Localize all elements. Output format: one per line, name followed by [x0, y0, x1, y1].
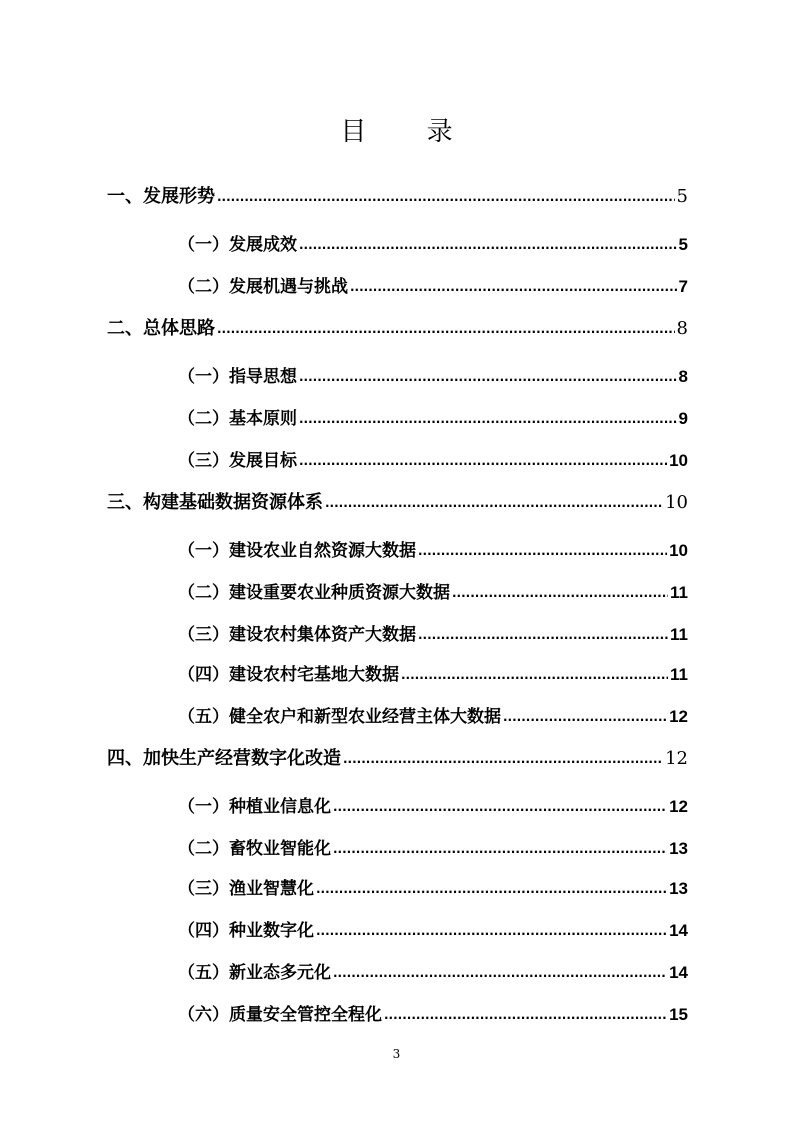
toc-entry-page: 13	[669, 839, 688, 858]
toc-entry-page: 11	[670, 583, 688, 602]
toc-entry-page: 13	[669, 879, 688, 898]
toc-leader-dots	[316, 875, 667, 903]
toc-leader-dots	[452, 579, 668, 607]
toc-entry-title: （一）发展成效	[178, 235, 297, 255]
toc-entry-section[interactable]	[178, 405, 688, 433]
toc-entry-chapter[interactable]	[107, 745, 688, 773]
toc-leader-dots	[217, 315, 675, 343]
toc-title: 目 录	[340, 117, 479, 147]
toc-entry-title: （五）新业态多元化	[178, 963, 331, 983]
toc-entry-page: 10	[669, 541, 688, 560]
toc-entry-page: 11	[670, 625, 688, 644]
toc-entry-section[interactable]	[178, 917, 688, 945]
toc-entry-section[interactable]	[178, 273, 688, 301]
toc-entry-title: （四）种业数字化	[178, 921, 314, 941]
toc-entry-title: （三）建设农村集体资产大数据	[178, 625, 416, 645]
toc-entry-page: 7	[678, 277, 688, 296]
toc-entry-title: （三）发展目标	[178, 451, 297, 471]
toc-entry-title: （二）发展机遇与挑战	[178, 277, 348, 297]
toc-entry-title: （六）质量安全管控全程化	[178, 1005, 382, 1025]
toc-entry-section[interactable]	[178, 621, 688, 649]
toc-entry-page: 12	[669, 797, 688, 816]
toc-entry-title: 一、发展形势	[107, 186, 215, 207]
toc-entry-page: 10	[669, 451, 688, 470]
toc-entry-title: （一）指导思想	[178, 367, 297, 387]
toc-entry-section[interactable]	[178, 703, 688, 731]
toc-entry-title: （三）渔业智慧化	[178, 879, 314, 899]
toc-entry-chapter[interactable]	[107, 489, 688, 517]
toc-leader-dots	[333, 835, 667, 863]
toc-entry-page: 9	[678, 409, 688, 428]
toc-entry-section[interactable]	[178, 537, 688, 565]
toc-leader-dots	[418, 537, 667, 565]
toc-entry-title: （四）建设农村宅基地大数据	[178, 665, 399, 685]
toc-entry-chapter[interactable]	[107, 183, 688, 211]
toc-entry-title: （五）健全农户和新型农业经营主体大数据	[178, 707, 501, 727]
toc-entry-section[interactable]	[178, 793, 688, 821]
toc-entry-chapter[interactable]	[107, 315, 688, 343]
page-number: 3	[392, 1047, 401, 1061]
toc-leader-dots	[299, 231, 677, 259]
toc-entry-title: （一）种植业信息化	[178, 797, 331, 817]
toc-leader-dots	[350, 273, 677, 301]
toc-entry-section[interactable]	[178, 959, 688, 987]
toc-leader-dots	[333, 959, 667, 987]
toc-leader-dots	[401, 661, 668, 689]
toc-entry-page: 14	[669, 963, 688, 982]
toc-entry-page: 11	[670, 665, 688, 684]
toc-entry-section[interactable]	[178, 447, 688, 475]
toc-entry-section[interactable]	[178, 363, 688, 391]
toc-entry-page: 12	[669, 707, 688, 726]
toc-entry-page: 8	[678, 367, 688, 386]
toc-entry-page: 5	[676, 186, 688, 207]
toc-leader-dots	[316, 917, 667, 945]
toc-entry-section[interactable]	[178, 661, 688, 689]
toc-leader-dots	[384, 1001, 667, 1029]
toc-entry-title: （二）基本原则	[178, 409, 297, 429]
toc-leader-dots	[299, 363, 677, 391]
toc-entry-section[interactable]	[178, 579, 688, 607]
toc-leader-dots	[418, 621, 668, 649]
toc-leader-dots	[333, 793, 667, 821]
toc-entry-title: （一）建设农业自然资源大数据	[178, 541, 416, 561]
toc-leader-dots	[503, 703, 667, 731]
toc-entry-title: （二）畜牧业智能化	[178, 839, 331, 859]
toc-leader-dots	[299, 447, 667, 475]
toc-entry-title: （二）建设重要农业种质资源大数据	[178, 583, 450, 603]
toc-leader-dots	[299, 405, 677, 433]
toc-entry-page: 14	[669, 921, 688, 940]
toc-entry-section[interactable]	[178, 231, 688, 259]
toc-entry-page: 10	[665, 492, 688, 513]
toc-entry-page: 5	[678, 235, 688, 254]
toc-leader-dots	[217, 183, 675, 211]
toc-entry-section[interactable]	[178, 835, 688, 863]
toc-leader-dots	[325, 489, 663, 517]
toc-entry-title: 四、加快生产经营数字化改造	[107, 748, 341, 769]
toc-entry-page: 15	[669, 1005, 688, 1024]
toc-entry-title: 二、总体思路	[107, 318, 215, 339]
toc-leader-dots	[343, 745, 663, 773]
toc-entry-section[interactable]	[178, 875, 688, 903]
toc-entry-page: 8	[676, 318, 688, 339]
toc-entry-title: 三、构建基础数据资源体系	[107, 492, 323, 513]
toc-entry-section[interactable]	[178, 1001, 688, 1029]
toc-entry-page: 12	[665, 748, 688, 769]
